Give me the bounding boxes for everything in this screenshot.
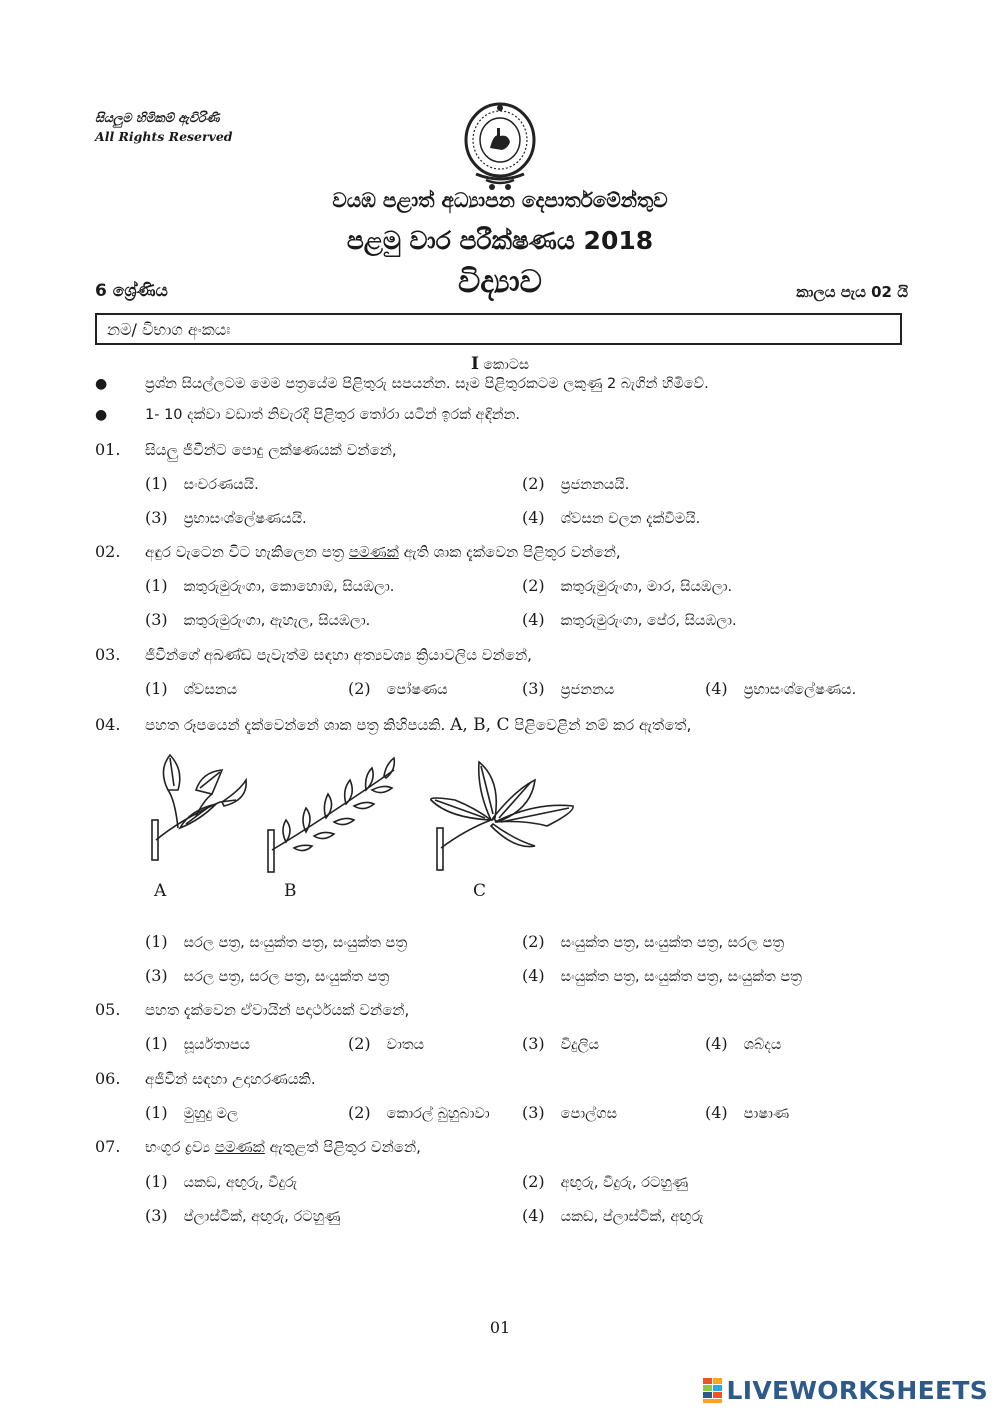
- option[interactable]: (1) මුහුදු මල: [145, 1103, 239, 1122]
- instruction-2: ● 1- 10 දක්වා වඩාත් නිවැරදි පිළිතුර තෝරා යටින් ඉරක් අඳින්න.: [95, 407, 521, 423]
- department-name: වයඹ පළාත් අධ්‍යාපන දෙපාර්තමේන්තුව: [332, 188, 668, 212]
- option[interactable]: (2) ප්‍රජනනයයි.: [522, 474, 630, 493]
- option[interactable]: (3) කතුරුමුරුංගා, ඇහැල, සියඹලා.: [145, 610, 371, 629]
- name-index-field[interactable]: [95, 313, 902, 345]
- name-index-label: නම/ විභාග අංකයඃ: [107, 320, 231, 339]
- option[interactable]: (2) පෝෂණය: [348, 679, 448, 698]
- option[interactable]: (1) සරල පත්‍ර, සංයුක්ත පත්‍ර, සංයුක්ත පත්‍ර: [145, 932, 408, 951]
- duration-label: කාලය පැය 02 යි: [796, 283, 908, 301]
- exam-title: පළමු වාර පරීක්ෂණය 2018: [346, 226, 654, 255]
- leaf-b-compound-icon: [262, 750, 402, 875]
- rights-sinhala: සියලුම හිමිකම් ඇවිරිණි: [95, 110, 220, 125]
- option[interactable]: (2) වාතය: [348, 1034, 425, 1053]
- part-label: කොටස: [483, 357, 530, 373]
- bullet-icon: ●: [95, 407, 108, 423]
- option[interactable]: (1) සූර්යතාපය: [145, 1034, 251, 1053]
- question-number: 07.: [95, 1137, 121, 1156]
- option[interactable]: (3) ප්‍රභාසංශ්ලේෂණයයි.: [145, 508, 307, 527]
- question-text: සියලු ජීවීන්ට පොදු ලක්ෂණයක් වන්නේ,: [145, 441, 397, 459]
- option[interactable]: (3) පොල්ගස: [522, 1103, 617, 1122]
- option[interactable]: (3) සරල පත්‍ර, සරල පත්‍ර, සංයුක්ත පත්‍ර: [145, 966, 390, 985]
- question-7: [95, 1137, 421, 1156]
- question-6: [95, 1069, 316, 1088]
- question-text: පහත රූපයෙන් දැක්වෙන්නේ ශාක පත්‍ර කිහිපයකි. A, B, C පිළිවෙළින් නම් කර ඇත්තේ,: [145, 715, 692, 735]
- question-2: [95, 542, 621, 561]
- option[interactable]: (4) යකඩ, ප්ලාස්ටික්, අඟුරු: [522, 1206, 704, 1225]
- watermark-text: LIVEWORKSHEETS: [726, 1376, 988, 1405]
- option[interactable]: (2) කොරල් බුහුබාවා: [348, 1103, 490, 1122]
- figure-label-a: A: [154, 881, 167, 901]
- question-number: 01.: [95, 440, 121, 459]
- option[interactable]: (3) විදුලිය: [522, 1034, 600, 1053]
- instruction-1: ● ප්‍රශ්න සියල්ලටම මෙම පත්‍රයේම පිළිතුරු සපයන්න. සෑම පිළිතුරකටම ලකුණු 2 බැගින් හිමිවේ.: [95, 376, 709, 392]
- option[interactable]: (1) කතුරුමුරුංගා, කොහොඹ, සියඹලා.: [145, 576, 395, 595]
- question-text: භංගුර ද්‍රව්‍ය පමණක් ඇතුළත් පිළිතුර වන්නේ,: [145, 1138, 421, 1156]
- option[interactable]: (1) යකඩ, අඟුරු, වීදුරු: [145, 1172, 298, 1191]
- leaf-c-palmate-icon: [425, 750, 580, 875]
- subject-title: විද්‍යාව: [458, 264, 542, 300]
- question-number: 05.: [95, 1000, 121, 1019]
- figure-label-b: B: [284, 881, 297, 901]
- option[interactable]: (4) ශ්වසන චලන දැක්වීමයි.: [522, 508, 701, 527]
- option[interactable]: (3) ප්‍රජනනය: [522, 679, 615, 698]
- liveworksheets-watermark[interactable]: [703, 1376, 988, 1405]
- question-5: [95, 1000, 409, 1019]
- part-roman: I: [470, 354, 479, 374]
- rights-english: All Rights Reserved: [95, 129, 233, 144]
- figure-label-c: C: [473, 881, 487, 901]
- question-number: 06.: [95, 1069, 121, 1088]
- question-number: 04.: [95, 715, 121, 734]
- bullet-icon: ●: [95, 376, 108, 392]
- page-number: 01: [489, 1318, 511, 1337]
- question-number: 03.: [95, 645, 121, 664]
- liveworksheets-logo-icon: [703, 1378, 723, 1404]
- option[interactable]: (4) ශබ්දය: [705, 1034, 782, 1053]
- question-text: අඳුර වැටෙන විට හැකිලෙන පත්‍ර පමණක් ඇති ශාක දැක්වෙන පිළිතුර වන්නේ,: [145, 543, 621, 561]
- question-1: [95, 440, 397, 459]
- option[interactable]: (1) ශ්වසනය: [145, 679, 238, 698]
- option[interactable]: (1) සංචරණයයි.: [145, 474, 259, 493]
- option[interactable]: (4) ප්‍රභාසංශ්ලේෂණය.: [705, 679, 857, 698]
- option[interactable]: (2) සංයුක්ත පත්‍ර, සංයුක්ත පත්‍ර, සරල පත්‍ර: [522, 932, 785, 951]
- question-text: ජීවීන්ගේ අඛණ්ඩ පැවැත්ම සඳහා අත්‍යවශ්‍ය ක්‍රියාවලිය වන්නේ,: [145, 646, 532, 664]
- rights-notice: [95, 108, 233, 146]
- question-text: අජීවීන් සඳහා උදාහරණයකි.: [145, 1070, 316, 1088]
- question-4: [95, 715, 691, 735]
- option[interactable]: (4) පාෂාණ: [705, 1103, 790, 1122]
- grade-label: 6 ශ්‍රේණිය: [95, 281, 168, 301]
- option[interactable]: (2) අඟුරු, වීදුරු, රටහුණු: [522, 1172, 689, 1191]
- question-3: [95, 645, 532, 664]
- option[interactable]: (3) ප්ලාස්ටික්, අඟුරු, රටහුණු: [145, 1206, 341, 1225]
- option[interactable]: (2) කතුරුමුරුංගා, මාර, සියඹලා.: [522, 576, 733, 595]
- option[interactable]: (4) කතුරුමුරුංගා, පේර, සියඹලා.: [522, 610, 737, 629]
- leaf-a-simple-icon: [140, 750, 250, 875]
- option[interactable]: (4) සංයුක්ත පත්‍ර, සංයුක්ත පත්‍ර, සංයුක්ත පත්‍ර: [522, 966, 802, 985]
- part-heading: [0, 354, 1000, 374]
- question-text: පහත දැක්වෙන ඒවායින් පදාර්ථයක් වන්නේ,: [145, 1001, 410, 1019]
- sri-lanka-emblem-icon: [458, 100, 542, 194]
- question-number: 02.: [95, 542, 121, 561]
